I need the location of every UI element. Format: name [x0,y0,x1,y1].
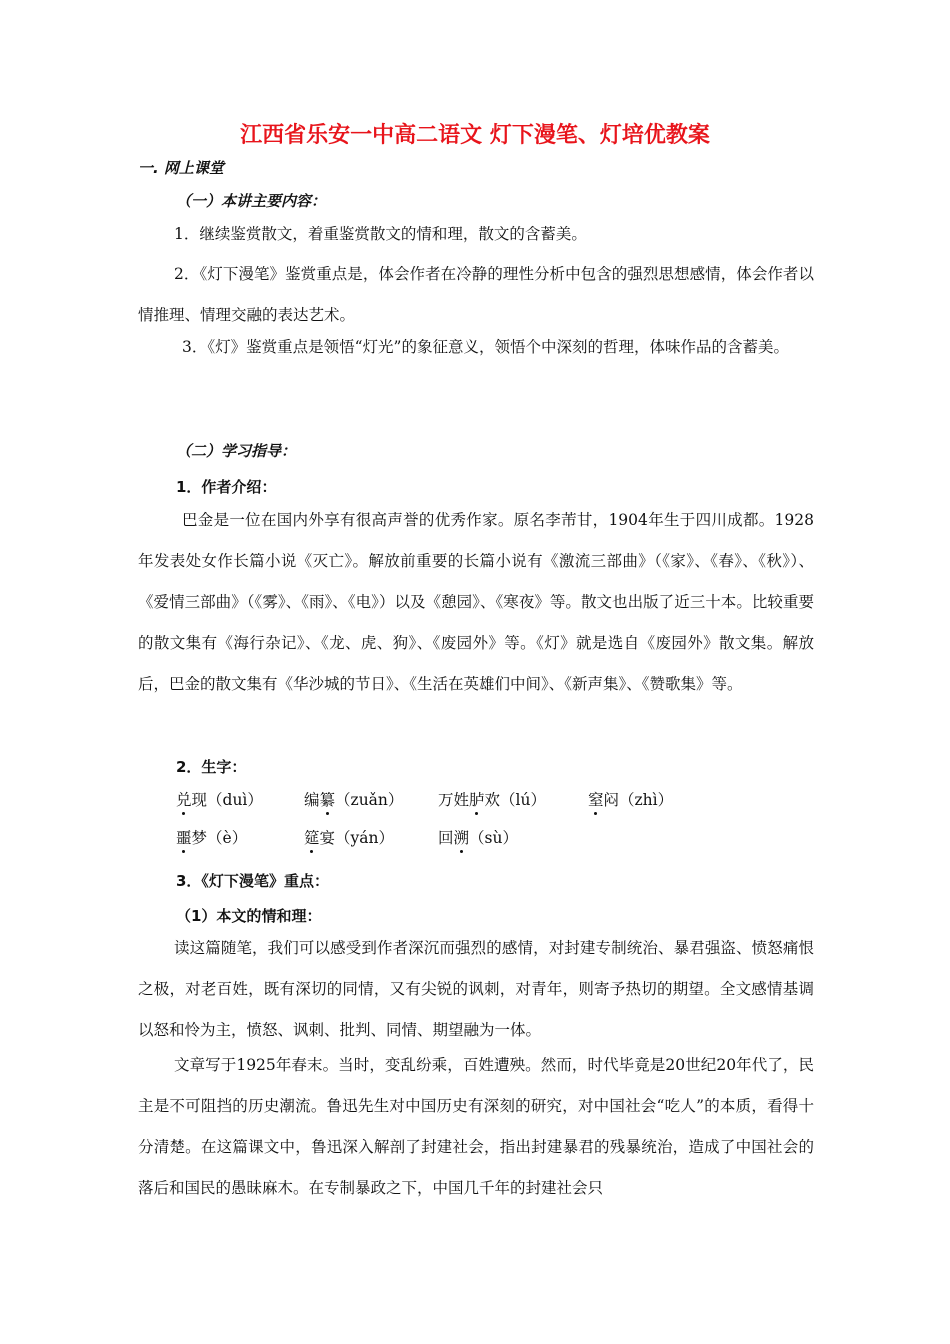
vocab-word: 筵宴（yán） [304,829,394,847]
vocab-word: 万姓胪欢（lú） [438,791,546,809]
author-intro-heading: 1．作者介绍： [176,478,277,496]
vocab-heading: 2．生字： [176,758,247,776]
study-guide-heading: （二）学习指导： [176,442,297,460]
emotion-reason-heading: （1）本文的情和理： [176,907,322,925]
body-paragraph-1: 读这篇随笔，我们可以感受到作者深沉而强烈的感情，对封建专制统治、暴君强盗、愤怒痛恨之极，对老百姓，既有深切的同情，又有尖锐的讽刺，对青年，则寄予热切的期望。全文感情基调以怒和怜为主，愤怒、讽刺、批判、同情、期望融为一体。 [138,939,814,1039]
section-heading-online-class: 一. 网上课堂 [138,159,224,177]
body-paragraph-2: 文章写于1925年春末。当时，变乱纷乘，百姓遭殃。然而，时代毕竟是20世纪20年代了，民主是不可阻挡的历史潮流。鲁迅先生对中国历史有深刻的研究，对中国社会“吃人”的本质，看得十分清楚。在这篇课文中，鲁迅深入解剖了封建社会，指出封建暴君的残暴统治，造成了中国社会的落后和国民的愚昧麻木。在专制暴政之下，中国几千年的封建社会只 [138,1056,814,1197]
vocab-word: 兑现（duì） [176,791,263,809]
vocab-word: 编纂（zuǎn） [304,791,404,809]
focus-heading: 3．《灯下漫笔》重点： [176,872,329,890]
content-item-3: 3．《灯》鉴赏重点是领悟“灯光”的象征意义，领悟个中深刻的哲理，体味作品的含蓄美。 [182,338,789,356]
content-item-1: 1．继续鉴赏散文，着重鉴赏散文的情和理，散文的含蓄美。 [174,225,587,243]
vocab-word: 噩梦（è） [176,829,248,847]
vocab-word: 回溯（sù） [438,829,518,847]
document-title: 江西省乐安一中高二语文 灯下漫笔、灯培优教案 [240,123,710,148]
author-intro-text: 巴金是一位在国内外享有很高声誉的优秀作家。原名李芾甘，1904年生于四川成都。1928年发表处女作长篇小说《灭亡》。解放前重要的长篇小说有《激流三部曲》（《家》、《春》、《秋》）、《爱情三部曲》（《雾》、《雨》、《电》）以及《憩园》、《寒夜》等。散文也出版了近三十本。比较重要的散文集有《海行杂记》、《龙、虎、狗》、《废园外》等。《灯》就是选自《废园外》散文集。解放后，巴金的散文集有《华沙城的节日》、《生活在英雄们中间》、《新声集》、《赞歌集》等。 [138,511,814,693]
content-item-2: 2．《灯下漫笔》鉴赏重点是，体会作者在冷静的理性分析中包含的强烈思想感情，体会作者以情推理、情理交融的表达艺术。 [138,265,814,324]
main-content-heading: （一）本讲主要内容： [176,192,327,210]
vocab-word: 窒闷（zhì） [588,791,674,809]
